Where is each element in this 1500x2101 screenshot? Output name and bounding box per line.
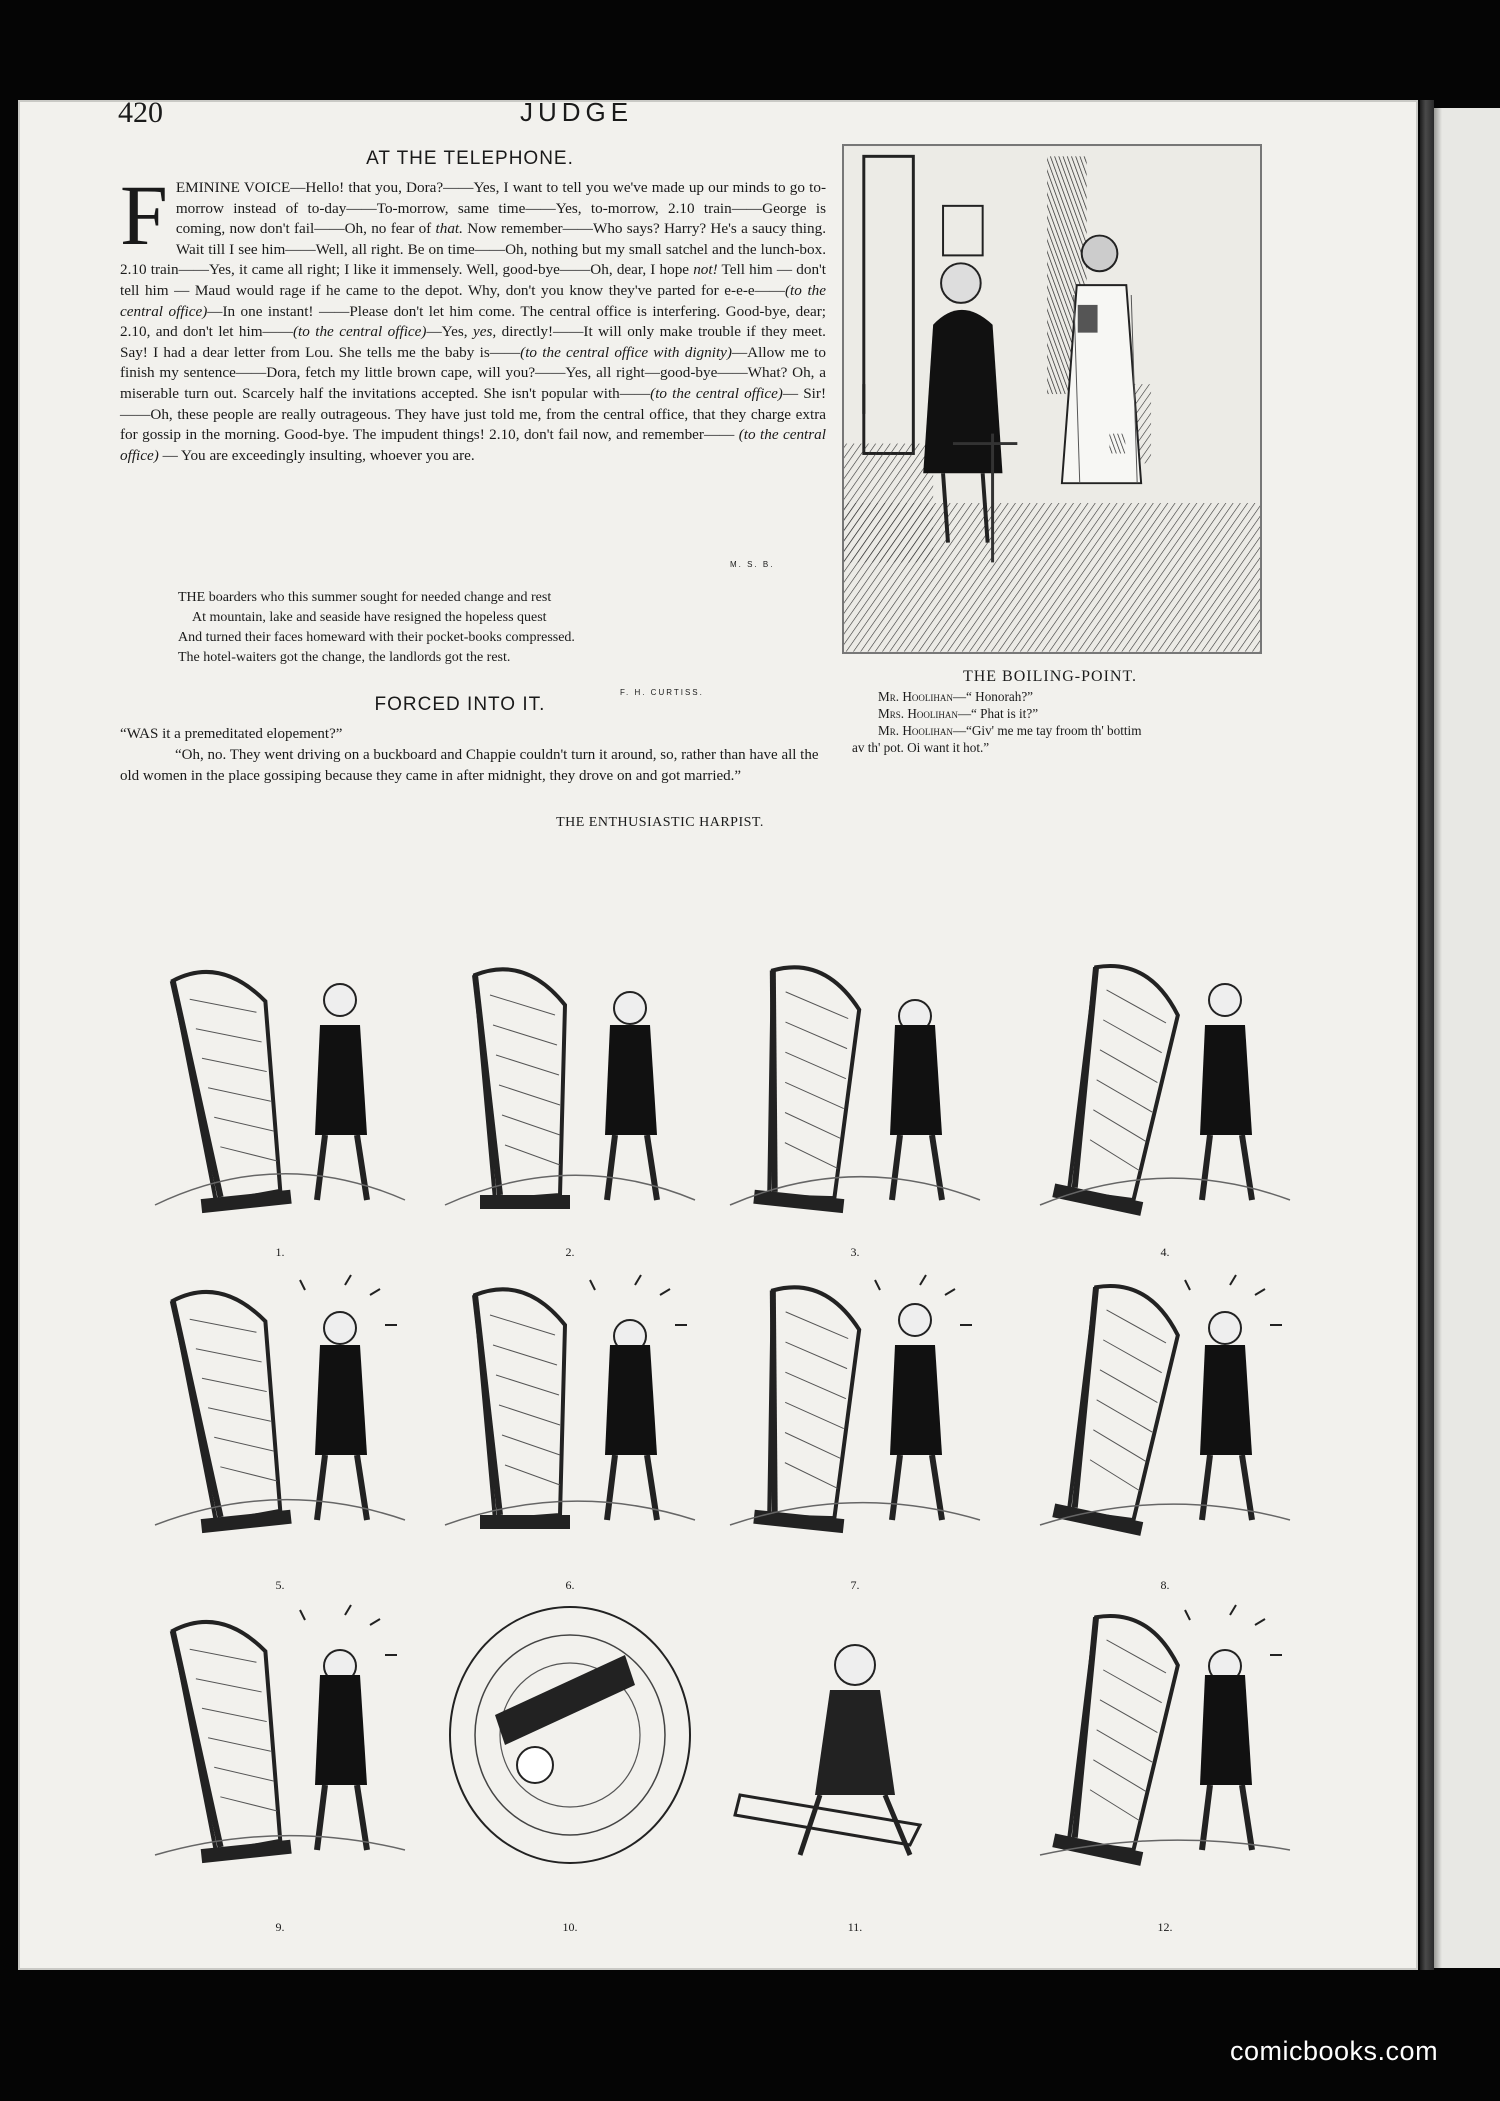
poem-line: The hotel-waiters got the change, the landlords got the rest.	[178, 650, 511, 665]
poem-line: And turned their faces homeward with their pocket-books compressed.	[178, 630, 575, 645]
panel-number: 9.	[275, 1920, 285, 1934]
poem	[178, 588, 738, 668]
harpist-panel	[720, 1265, 990, 1545]
harpist-drawing	[720, 1595, 990, 1875]
panel-number: 10.	[562, 1920, 578, 1934]
watermark: comicbooks.com	[1230, 2036, 1439, 2066]
panel-number: 2.	[565, 1245, 575, 1259]
strip-title: THE ENTHUSIASTIC HARPIST.	[556, 815, 764, 830]
harpist-drawing	[145, 1595, 415, 1875]
cartoon-caption	[852, 688, 1272, 756]
harpist-panel	[720, 1595, 990, 1875]
harpist-drawing	[145, 945, 415, 1225]
harpist-panel	[145, 1265, 415, 1545]
article-body-forced	[120, 724, 826, 787]
harpist-panel	[1030, 945, 1300, 1225]
harpist-drawing	[1030, 1265, 1300, 1545]
boiling-point-illustration	[842, 144, 1262, 654]
harpist-drawing	[145, 1265, 415, 1545]
panel-number: 3.	[850, 1245, 860, 1259]
article-question: “WAS it a premeditated elopement?”	[120, 726, 343, 742]
harpist-panel	[1030, 1265, 1300, 1545]
caption-line: Mr. Hoolihan—“Giv' me me tay froom th' bottim	[878, 723, 1142, 738]
poem-line: THE boarders who this summer sought for needed change and rest	[178, 590, 552, 605]
signature-msb: M. S. B.	[730, 560, 775, 569]
harpist-panel	[145, 1595, 415, 1875]
adjacent-page-edge	[1434, 108, 1500, 1968]
article-title-forced: FORCED INTO IT.	[374, 694, 546, 715]
harpist-drawing	[435, 945, 705, 1225]
article-answer: “Oh, no. They went driving on a buckboard and Chappie couldn't turn it around, so, rather than have all the old women in the place gossiping because they came in after midnight, they drove on and got married.”	[120, 747, 819, 784]
harpist-drawing	[1030, 1595, 1300, 1875]
caption-line: Mr. Hoolihan—“ Honorah?”	[878, 689, 1034, 704]
panel-number: 6.	[565, 1578, 575, 1592]
panel-number: 11.	[847, 1920, 863, 1934]
poem-line: At mountain, lake and seaside have resigned the hopeless quest	[192, 610, 547, 625]
panel-number: 8.	[1160, 1578, 1170, 1592]
drop-cap: F	[120, 167, 168, 263]
harpist-panel	[720, 945, 990, 1225]
panel-number: 12.	[1157, 1920, 1173, 1934]
harpist-drawing	[435, 1265, 705, 1545]
signature-curtiss: F. H. CURTISS.	[620, 688, 704, 697]
article-body-telephone: FEMININE VOICE—Hello! that you, Dora?——Yes, I want to tell you we've made up our minds to go to-morrow instead of to-day——To-morrow, same time——Yes, to-morrow, 2.10 train——George is coming, now don't fail——Oh, no fear of that. Now remember——Who says? Harry? He's a saucy thing. Wait till I see him——Well, all right. Be on time——Oh, nothing but my small satchel and the lunch-box. 2.10 train——Yes, it came all right; I like it immensely. Well, good-bye——Oh, dear, I hope not! Tell him — don't tell him — Maud would rage if he came to the depot. Why, don't you know they've parted for e-e-e——(to the central office)—In one instant! ——Please don't let him come. The central office is interfering. Good-bye, dear; 2.10, and don't let him——(to the central office)—Yes, yes, directly!——It will only make trouble if they meet. Say! I had a dear letter from Lou. She tells me the baby is——(to the central office with dignity)—Allow me to finish my sentence——Dora, fetch my little brown cape, will you?——Yes, all right—good-bye——What? Oh, a miserable turn out. Scarcely half the invitations accepted. She isn't popular with——(to the central office)— Sir! ——Oh, these people are really outrageous. They have just told me, from the central office, that they charge extra for gossip in the morning. Good-bye. The impudent things! 2.10, don't fail now, and remember—— (to the central office) — You are exceedingly insulting, whoever you are.	[120, 167, 827, 464]
panel-number: 4.	[1160, 1245, 1170, 1259]
panel-number: 7.	[850, 1578, 860, 1592]
harpist-panel	[435, 1595, 705, 1875]
panel-number: 1.	[275, 1245, 285, 1259]
harpist-drawing	[1030, 945, 1300, 1225]
harpist-panel	[1030, 1595, 1300, 1875]
harpist-panel	[435, 945, 705, 1225]
harpist-drawing	[720, 1265, 990, 1545]
caption-line: av th' pot. Oi want it hot.”	[852, 740, 990, 755]
harpist-drawing	[720, 945, 990, 1225]
kitchen-scene-drawing	[844, 146, 1260, 652]
book-spine	[1420, 100, 1434, 1970]
caption-line: Mrs. Hoolihan—“ Phat is it?”	[878, 706, 1039, 721]
harpist-panel	[435, 1265, 705, 1545]
article-title-telephone: AT THE TELEPHONE.	[366, 148, 574, 169]
panel-number: 5.	[275, 1578, 285, 1592]
harpist-panel	[145, 945, 415, 1225]
masthead: JUDGE	[520, 97, 634, 127]
page-number: 420	[118, 96, 163, 129]
harpist-drawing	[435, 1595, 705, 1875]
cartoon-title: THE BOILING-POINT.	[962, 668, 1138, 685]
